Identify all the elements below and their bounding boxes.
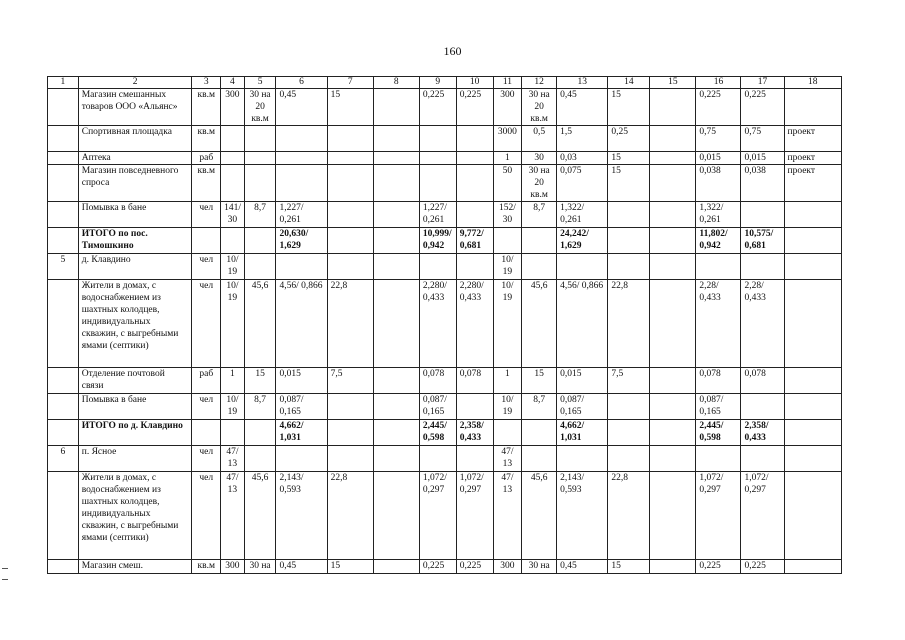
table-cell [48,126,79,152]
table-cell: 2,143/ 0,593 [557,472,608,560]
column-number: 11 [493,77,522,89]
table-cell [493,228,522,254]
table-cell: 15 [608,152,650,165]
table-cell: п. Ясное [78,446,192,472]
table-cell [522,420,557,446]
table-cell [48,165,79,202]
table-cell: чел [192,254,221,280]
table-cell [419,152,456,165]
column-number: 18 [784,77,842,89]
table-cell [608,420,650,446]
table-cell [327,228,373,254]
table-cell: чел [192,472,221,560]
table-cell [48,152,79,165]
table-cell: 0,225 [741,560,784,574]
table-cell: 30 на 20 кв.м [522,165,557,202]
table-cell [48,472,79,560]
table-cell: раб [192,152,221,165]
table-cell [327,394,373,420]
table-cell [327,420,373,446]
table-cell: 47/ 13 [221,446,245,472]
table-cell: 8,7 [244,202,276,228]
table-cell: 15 [327,89,373,126]
table-cell: 0,015 [276,368,327,394]
table-cell [221,126,245,152]
column-number: 1 [48,77,79,89]
table-cell [650,446,696,472]
table-cell [373,472,419,560]
table-cell [244,228,276,254]
table-cell: 0,225 [456,560,493,574]
table-cell [327,126,373,152]
table-cell [608,228,650,254]
table-cell [276,152,327,165]
table-cell: 300 [493,89,522,126]
table-cell: 1,072/ 0,297 [696,472,741,560]
table-cell [696,446,741,472]
table-cell: 8,7 [522,394,557,420]
table-cell: 10/ 19 [493,280,522,368]
table-cell: 45,6 [522,472,557,560]
table-cell: кв.м [192,560,221,574]
table-cell [221,420,245,446]
table-cell: 30 на [522,560,557,574]
table-cell: 300 [493,560,522,574]
table-row [48,420,842,446]
table-cell: 1,227/ 0,261 [276,202,327,228]
column-number: 3 [192,77,221,89]
table-cell [419,165,456,202]
table-row [48,446,842,472]
column-number: 7 [327,77,373,89]
table-cell: 15 [608,165,650,202]
table-cell: 10/ 19 [221,254,245,280]
table-cell: 0,038 [741,165,784,202]
table-cell [650,202,696,228]
table-cell [48,420,79,446]
table-cell: ИТОГО по д. Клавдино [78,420,192,446]
table-cell: 0,225 [696,89,741,126]
margin-mark [2,568,8,580]
table-cell [650,280,696,368]
table-cell [244,152,276,165]
table-cell [244,254,276,280]
table-cell: 22,8 [327,472,373,560]
table-cell: 0,45 [276,89,327,126]
table-cell [650,254,696,280]
column-number: 12 [522,77,557,89]
column-number: 6 [276,77,327,89]
table-cell: 0,75 [696,126,741,152]
table-cell [784,280,842,368]
table-cell [741,202,784,228]
table-cell [419,446,456,472]
table-cell: ИТОГО по пос. Тимошкино [78,228,192,254]
table-cell [373,89,419,126]
table-cell [221,165,245,202]
table-cell: 0,078 [419,368,456,394]
table-cell: 10/ 19 [493,394,522,420]
table-cell: 2,143/ 0,593 [276,472,327,560]
table-cell: 15 [608,89,650,126]
table-cell [650,394,696,420]
table-cell: 0,5 [522,126,557,152]
table-cell: 3000 [493,126,522,152]
table-cell [608,446,650,472]
table-cell: проект [784,152,842,165]
page-number: 160 [443,44,462,58]
table-cell [373,368,419,394]
table-cell: 0,087/ 0,165 [276,394,327,420]
table-cell [373,202,419,228]
table-cell [456,394,493,420]
column-number: 15 [650,77,696,89]
table-cell: 0,225 [419,560,456,574]
table-cell: 0,015 [557,368,608,394]
table-cell: 6 [48,446,79,472]
table-cell: 4,56/ 0,866 [557,280,608,368]
table-cell: 0,45 [557,89,608,126]
table-cell: 8,7 [522,202,557,228]
table-cell: 2,280/ 0,433 [456,280,493,368]
table-cell [741,394,784,420]
table-cell: чел [192,394,221,420]
table-cell [276,446,327,472]
table-cell [327,165,373,202]
table-cell: 7,5 [608,368,650,394]
table-cell [650,560,696,574]
table-cell: чел [192,280,221,368]
table-cell: 50 [493,165,522,202]
table-cell [373,126,419,152]
table-cell: Магазин смеш. [78,560,192,574]
table-cell: 8,7 [244,394,276,420]
table-cell [696,254,741,280]
table-cell: 0,015 [741,152,784,165]
table-cell: 1,5 [557,126,608,152]
table-cell: кв.м [192,89,221,126]
table-row [48,280,842,368]
column-number: 17 [741,77,784,89]
table-cell [493,420,522,446]
table-cell [650,228,696,254]
table-cell [608,202,650,228]
table-row [48,152,842,165]
table-cell [276,254,327,280]
table-cell [48,560,79,574]
table-cell [784,472,842,560]
table-cell: кв.м [192,165,221,202]
table-cell [419,126,456,152]
table-cell: 0,75 [741,126,784,152]
table-cell: проект [784,126,842,152]
table-cell [373,165,419,202]
table-cell: Отделение почтовой связи [78,368,192,394]
table-cell [373,228,419,254]
table-cell [373,446,419,472]
column-number: 9 [419,77,456,89]
table-cell: 1,322/ 0,261 [557,202,608,228]
column-number: 14 [608,77,650,89]
table-cell [244,446,276,472]
table-cell: 1 [221,368,245,394]
table-row [48,89,842,126]
table-cell: 30 на 20 кв.м [244,89,276,126]
table-cell [48,228,79,254]
table-cell: Магазин смешанных товаров ООО «Альянс» [78,89,192,126]
column-number: 5 [244,77,276,89]
table-cell: 1,322/ 0,261 [696,202,741,228]
table-cell: 1 [493,152,522,165]
table-cell [48,89,79,126]
table-cell: 2,358/ 0,433 [456,420,493,446]
table-row [48,254,842,280]
table-row [48,368,842,394]
table-cell: 0,45 [557,560,608,574]
table-cell [784,202,842,228]
table-cell: 7,5 [327,368,373,394]
table-cell: 30 на [244,560,276,574]
table-cell: 0,087/ 0,165 [557,394,608,420]
table-cell: 30 на 20 кв.м [522,89,557,126]
table-cell [650,368,696,394]
table-cell [784,368,842,394]
table-cell [784,420,842,446]
table-row [48,202,842,228]
table-cell [373,152,419,165]
table-row [48,394,842,420]
table-cell [48,394,79,420]
table-cell: 2,445/ 0,598 [419,420,456,446]
table-cell: 0,225 [696,560,741,574]
table-cell: Жители в домах, с водоснабжением из шахтных колодцев, индивидуальных скважин, с выгребными ямами (септики) [78,280,192,368]
table-cell [373,420,419,446]
table-cell: 4,662/ 1,031 [557,420,608,446]
table-cell: 0,038 [696,165,741,202]
table-cell [373,254,419,280]
table-cell [48,368,79,394]
table-cell [456,202,493,228]
table-cell [276,165,327,202]
table-cell: чел [192,202,221,228]
table-cell [784,254,842,280]
table-cell: 0,225 [456,89,493,126]
table-cell: 10,999/ 0,942 [419,228,456,254]
table-cell: 45,6 [244,280,276,368]
table-cell: 2,28/ 0,433 [696,280,741,368]
table-cell [456,165,493,202]
table-cell [650,472,696,560]
table-cell: 0,225 [419,89,456,126]
table-cell [784,560,842,574]
table-cell: 0,45 [276,560,327,574]
table-cell: 22,8 [608,280,650,368]
table-cell [650,165,696,202]
table-cell [650,89,696,126]
column-number: 8 [373,77,419,89]
table-cell: 0,078 [741,368,784,394]
table-cell [244,165,276,202]
table-cell [784,394,842,420]
table-cell: 30 [522,152,557,165]
table-cell: 24,242/ 1,629 [557,228,608,254]
table-cell [48,280,79,368]
table-cell [373,560,419,574]
table-cell: Помывка в бане [78,394,192,420]
table-cell [608,254,650,280]
table-cell: 0,078 [696,368,741,394]
table-cell: 15 [327,560,373,574]
table-cell: кв.м [192,126,221,152]
table-cell [784,89,842,126]
table-cell [192,420,221,446]
table-cell: 10/ 19 [221,280,245,368]
table-cell: 11,802/ 0,942 [696,228,741,254]
table-cell: 9,772/ 0,681 [456,228,493,254]
table-cell [419,254,456,280]
table-cell [244,420,276,446]
table-cell: 20,630/ 1,629 [276,228,327,254]
table-cell [276,126,327,152]
table-cell: 10/ 19 [221,394,245,420]
table-cell [741,446,784,472]
table-cell [741,254,784,280]
table-cell: 47/ 13 [493,472,522,560]
table-cell [327,202,373,228]
table-cell: 1,072/ 0,297 [456,472,493,560]
table-cell: раб [192,368,221,394]
table-cell: 2,358/ 0,433 [741,420,784,446]
table-cell [327,446,373,472]
table-cell: 2,28/ 0,433 [741,280,784,368]
table-cell: 0,25 [608,126,650,152]
table-cell [327,254,373,280]
table-cell: 141/ 30 [221,202,245,228]
table-cell: 300 [221,89,245,126]
table-cell: 22,8 [608,472,650,560]
table-cell [522,228,557,254]
table-cell: 10/ 19 [493,254,522,280]
column-number: 16 [696,77,741,89]
table-cell: 0,015 [696,152,741,165]
table-cell [456,152,493,165]
table-cell [192,228,221,254]
header-row [48,77,842,89]
table-cell [456,254,493,280]
table-cell [650,152,696,165]
table-row [48,165,842,202]
table-cell: 152/ 30 [493,202,522,228]
table-cell: 0,087/ 0,165 [696,394,741,420]
table-cell [557,446,608,472]
column-number: 2 [78,77,192,89]
table-cell: 1,227/ 0,261 [419,202,456,228]
table-cell: 15 [608,560,650,574]
table-cell: 22,8 [327,280,373,368]
table-cell [608,394,650,420]
table-cell [650,420,696,446]
table-cell: 4,662/ 1,031 [276,420,327,446]
table-cell [456,126,493,152]
table-cell: проект [784,165,842,202]
data-table [47,76,842,574]
table-cell [456,446,493,472]
table-cell: чел [192,446,221,472]
table-cell [373,394,419,420]
table-cell: Жители в домах, с водоснабжением из шахтных колодцев, индивидуальных скважин, с выгребными ямами (септики) [78,472,192,560]
table-cell: 15 [244,368,276,394]
table-cell: 2,445/ 0,598 [696,420,741,446]
table-cell: Спортивная площадка [78,126,192,152]
table-cell [557,254,608,280]
table-cell: 0,078 [456,368,493,394]
table-cell [784,228,842,254]
table-cell: 1,072/ 0,297 [741,472,784,560]
table-row [48,472,842,560]
table-cell [221,228,245,254]
table-cell: Магазин повседневного спроса [78,165,192,202]
table-cell: 0,03 [557,152,608,165]
table-cell: 1 [493,368,522,394]
table-cell: 1,072/ 0,297 [419,472,456,560]
table-cell: 45,6 [244,472,276,560]
table-cell: 47/ 13 [221,472,245,560]
table-cell [522,254,557,280]
table-cell: 300 [221,560,245,574]
column-number: 13 [557,77,608,89]
table-cell: 5 [48,254,79,280]
table-cell: Помывка в бане [78,202,192,228]
table-cell: 47/ 13 [493,446,522,472]
table-cell: 45,6 [522,280,557,368]
table-cell [327,152,373,165]
table-cell: 10,575/ 0,681 [741,228,784,254]
table-cell: д. Клавдино [78,254,192,280]
table-cell: Аптека [78,152,192,165]
table-row [48,560,842,574]
table-cell: 15 [522,368,557,394]
table-cell [221,152,245,165]
table-cell: 2,280/ 0,433 [419,280,456,368]
table-cell: 0,075 [557,165,608,202]
table-row [48,228,842,254]
table-cell: 0,225 [741,89,784,126]
table-cell [373,280,419,368]
table-cell [650,126,696,152]
table-cell [48,202,79,228]
table-row [48,126,842,152]
column-number: 4 [221,77,245,89]
column-number: 10 [456,77,493,89]
table-cell: 0,087/ 0,165 [419,394,456,420]
table-cell: 4,56/ 0,866 [276,280,327,368]
table-cell [522,446,557,472]
table-cell [784,446,842,472]
table-cell [244,126,276,152]
